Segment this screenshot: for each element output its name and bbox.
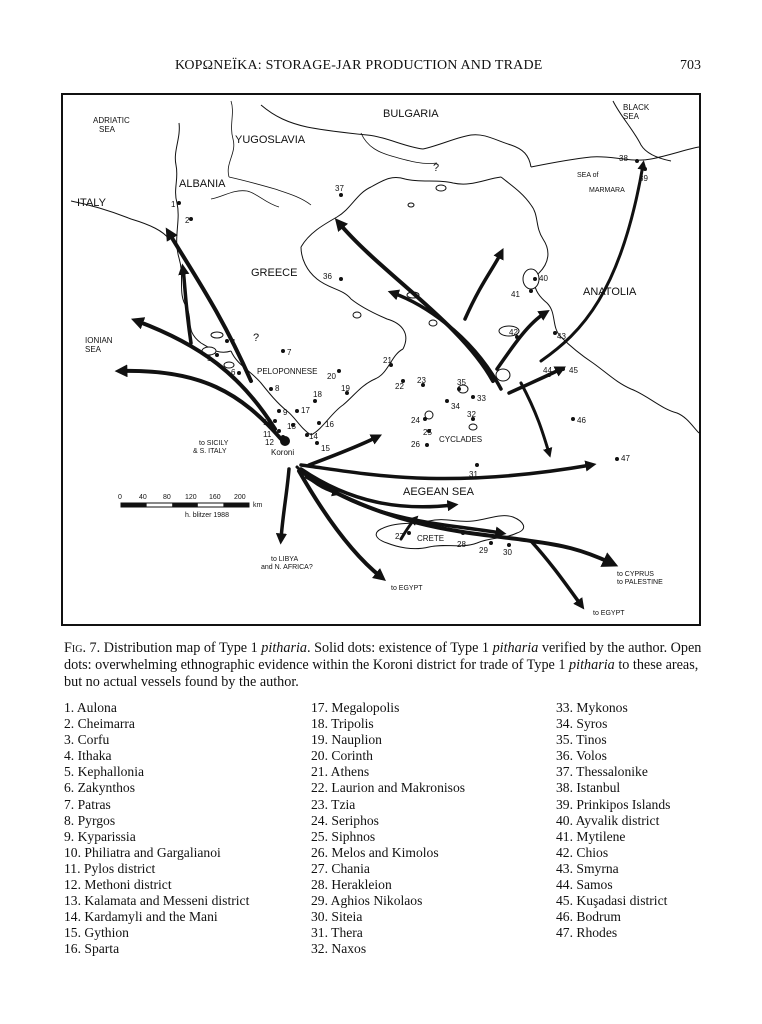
label-aegean-sea: AEGEAN SEA: [403, 486, 474, 498]
site-legend-column-1: [64, 700, 249, 958]
legend-item: 47. Rhodes: [556, 925, 618, 941]
label-to-egypt-2: to EGYPT: [593, 610, 625, 617]
site-number: 21: [383, 356, 392, 365]
site-number: 25: [423, 428, 432, 437]
legend-item: 21. Athens: [311, 764, 370, 780]
site-legend-column-2: [311, 700, 465, 958]
site-number: 11: [263, 430, 272, 439]
label-ionian: IONIAN: [85, 336, 113, 345]
site-legend-column-3: [556, 700, 670, 941]
legend-item: 33. Mykonos: [556, 700, 628, 715]
caption-text: to these areas, but no actual vessels found by the author.: [64, 657, 699, 690]
legend-item: 29. Aghios Nikolaos: [311, 893, 423, 909]
site-number: 24: [411, 416, 420, 425]
legend-item: 20. Corinth: [311, 748, 373, 764]
site-number: 10: [263, 418, 272, 427]
site-marker: [423, 428, 432, 437]
legend-item: 32. Naxos: [311, 941, 367, 957]
label-greece: GREECE: [251, 267, 298, 279]
site-number: 35: [457, 378, 466, 387]
site-number: 14: [309, 432, 318, 441]
site-number: 17: [301, 406, 310, 415]
label-black: BLACK: [623, 103, 650, 112]
label-bulgaria: BULGARIA: [383, 108, 439, 120]
legend-item: 28. Herakleion: [311, 877, 392, 893]
site-number: 40: [539, 274, 548, 283]
label-ionian-sea: SEA: [85, 345, 102, 354]
legend-item: 38. Istanbul: [556, 780, 621, 796]
scale-tick: 120: [185, 494, 197, 501]
legend-item: 31. Thera: [311, 925, 363, 941]
label-cyclades: CYCLADES: [439, 435, 483, 444]
label-to-sicily: to SICILY: [199, 440, 229, 447]
legend-item: 36. Volos: [556, 748, 607, 764]
page-number: 703: [680, 58, 701, 73]
legend-item: 16. Sparta: [64, 941, 120, 957]
site-number: 20: [327, 372, 336, 381]
site-number: 34: [451, 402, 460, 411]
label-peloponnese: PELOPONNESE: [257, 367, 318, 376]
site-number: 6: [231, 368, 236, 377]
legend-item: 23. Tzia: [311, 796, 356, 812]
map-credit: h. blitzer 1988: [185, 512, 229, 519]
site-number: 27: [395, 532, 404, 541]
legend-item: 12. Methoni district: [64, 877, 172, 893]
scale-tick: 40: [139, 494, 147, 501]
site-number: 7: [287, 348, 292, 357]
site-number: 19: [341, 384, 350, 393]
site-number: 45: [569, 366, 578, 375]
legend-item: 6. Zakynthos: [64, 780, 135, 796]
caption-italic: pitharia: [492, 640, 539, 656]
legend-item: 39. Prinkipos Islands: [556, 796, 671, 812]
site-number: 43: [557, 332, 566, 341]
site-number: 15: [321, 444, 330, 453]
label-to-libya: to LIBYA: [271, 556, 299, 563]
distribution-map: [61, 93, 701, 626]
site-number: 33: [477, 394, 486, 403]
legend-item: 8. Pyrgos: [64, 812, 116, 828]
legend-item: 34. Syros: [556, 716, 608, 732]
legend-item: 14. Kardamyli and the Mani: [64, 909, 218, 925]
legend-item: 4. Ithaka: [64, 748, 112, 764]
legend-item: 45. Kuşadasi district: [556, 893, 668, 909]
legend-item: 9. Kyparissia: [64, 828, 136, 844]
label-to-cyprus: to CYPRUS: [617, 571, 654, 578]
legend-item: 26. Melos and Kimolos: [311, 844, 439, 860]
site-number: 39: [639, 174, 648, 183]
site-number: 2: [185, 216, 190, 225]
site-number: 41: [511, 290, 520, 299]
scale-tick: 0: [118, 494, 122, 501]
legend-item: 24. Seriphos: [311, 812, 379, 828]
legend-item: 17. Megalopolis: [311, 700, 400, 715]
legend-item: 2. Cheimarra: [64, 716, 135, 732]
scale-tick: 200: [234, 494, 246, 501]
label-yugoslavia: YUGOSLAVIA: [235, 134, 306, 146]
site-number: 37: [335, 184, 344, 193]
caption-text: . Solid dots: existence of Type 1: [307, 640, 493, 656]
label-to-egypt-1: to EGYPT: [391, 585, 423, 592]
label-italy: ITALY: [77, 197, 106, 209]
site-number: 26: [411, 440, 420, 449]
legend-item: 1. Aulona: [64, 700, 117, 715]
caption-italic: pitharia: [569, 657, 615, 673]
running-title: ΚΟΡΩΝΕΪΚΑ: STORAGE-JAR PRODUCTION AND TRADE: [175, 58, 543, 73]
figure-number: Fig. 7.: [64, 640, 101, 656]
label-to-palestine: to PALESTINE: [617, 579, 663, 586]
label-black-sea: SEA: [623, 112, 640, 121]
site-number: 9: [283, 408, 288, 417]
label-crete: CRETE: [417, 534, 445, 543]
label-adriatic-sea: SEA: [99, 125, 116, 134]
site-number: 16: [325, 420, 334, 429]
legend-item: 25. Siphnos: [311, 828, 376, 844]
site-number: 8: [275, 384, 280, 393]
scale-tick: 80: [163, 494, 171, 501]
legend-item: 3. Corfu: [64, 732, 110, 748]
site-number: 44: [543, 366, 552, 375]
site-number: 42: [509, 328, 518, 337]
legend-item: 37. Thessalonike: [556, 764, 648, 780]
site-marker: [287, 422, 296, 431]
legend-item: 22. Laurion and Makronisos: [311, 780, 466, 796]
legend-item: 41. Mytilene: [556, 828, 626, 844]
site-number: 29: [479, 546, 488, 555]
label-s-italy: & S. ITALY: [193, 448, 227, 455]
caption-text: verified by the author. Open dots: overwhelming ethnographic evidence within the Koroni district for trade of Type 1: [64, 640, 702, 673]
legend-item: 35. Tinos: [556, 732, 607, 748]
legend-item: 44. Samos: [556, 877, 613, 893]
legend-item: 10. Philiatra and Gargalianoi: [64, 844, 221, 860]
label-adriatic: ADRIATIC: [93, 116, 130, 125]
site-number: 13: [287, 422, 296, 431]
label-koroni: Koroni: [271, 448, 295, 457]
site-number: 31: [469, 470, 478, 479]
site-number: 1: [171, 200, 176, 209]
site-number: 23: [417, 376, 426, 385]
site-number: 38: [619, 154, 628, 163]
legend-item: 7. Patras: [64, 796, 111, 812]
site-number: 4: [231, 338, 236, 347]
site-number: 30: [503, 548, 512, 557]
question-mark: ?: [253, 332, 260, 344]
site-number: 18: [313, 390, 322, 399]
legend-item: 40. Ayvalik district: [556, 812, 660, 828]
question-mark: ?: [433, 162, 440, 174]
legend-item: 46. Bodrum: [556, 909, 621, 925]
caption-text: Distribution map of Type 1: [100, 640, 262, 656]
label-n-africa: and N. AFRICA?: [261, 564, 313, 571]
legend-item: 19. Nauplion: [311, 732, 382, 748]
legend-item: 43. Smyrna: [556, 860, 619, 876]
legend-item: 5. Kephallonia: [64, 764, 145, 780]
legend-item: 30. Siteia: [311, 909, 363, 925]
label-sea-of: SEA of: [577, 172, 599, 179]
site-number: 36: [323, 272, 332, 281]
caption-italic: pitharia: [261, 640, 308, 656]
legend-item: 27. Chania: [311, 860, 370, 876]
legend-item: 11. Pylos district: [64, 860, 156, 876]
running-header: [0, 58, 762, 76]
site-number: 47: [621, 454, 630, 463]
site-number: 28: [457, 540, 466, 549]
label-albania: ALBANIA: [179, 178, 226, 190]
legend-item: 13. Kalamata and Messeni district: [64, 893, 250, 909]
site-number: 12: [265, 438, 274, 447]
label-anatolia: ANATOLIA: [583, 286, 637, 298]
map-frame: [62, 94, 700, 625]
scale-unit: km: [253, 502, 263, 509]
legend-item: 18. Tripolis: [311, 716, 374, 732]
label-marmara: MARMARA: [589, 187, 625, 194]
legend-item: 15. Gythion: [64, 925, 129, 941]
legend-item: 42. Chios: [556, 844, 609, 860]
scale-tick: 160: [209, 494, 221, 501]
site-number: 32: [467, 410, 476, 419]
figure-caption: [64, 640, 704, 691]
site-number: 5: [207, 354, 212, 363]
site-number: 22: [395, 382, 404, 391]
site-number: 46: [577, 416, 586, 425]
